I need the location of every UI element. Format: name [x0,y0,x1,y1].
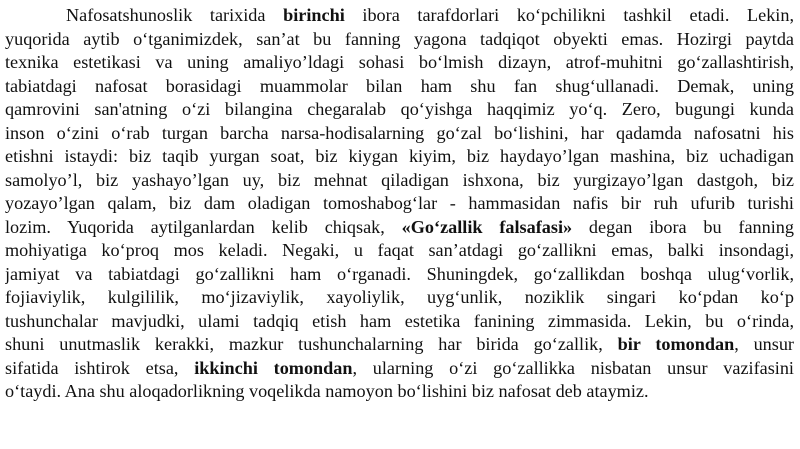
text-run: lozim. Yuqorida aytilganlardan kelib chiqsak, [5,216,402,237]
text-run: samolyo’l, biz yashayo’lgan uy, biz mehnat qiladigan ishxona, biz yurgizayo’lgan dastgoh, biz [5,169,794,190]
text-line [5,357,794,381]
text-run: yozayo’lgan qalam, biz dam oladigan tomoshabog‘lar - hammasidan nafis bir ruh ufurib turishi [5,193,794,213]
text-line [5,239,794,263]
text-run: qamrovini san'atning o‘zi bilangina chegaralab qo‘yishga haqqimiz yo‘q. Zero, bugungi kunda [5,99,794,119]
text-line [5,75,794,99]
text-line [5,263,794,287]
text-line [5,98,794,122]
text-run: , unsur [734,334,794,354]
text-line [5,145,794,169]
text-line [5,28,794,52]
text-line [5,216,794,240]
text-line [5,286,794,310]
text-run: texnika estetikasi va uning amaliyo’ldagi sohasi bo‘lmish dizayn, atrof-muhitni go‘zallashtirish, [5,52,794,72]
document-page [5,4,794,404]
text-run: Nafosatshunoslik tarixida [66,5,284,25]
text-line [5,169,794,193]
text-line [5,380,794,404]
text-run: etishni istaydi: biz taqib yurgan soat, biz kiygan kiyim, biz haydayo’lgan mashina, biz uchadigan [5,146,794,166]
text-run: o‘taydi. Ana shu aloqadorlikning voqelikda namoyon bo‘lishini biz nafosat deb ataymiz. [5,381,649,401]
text-line [5,122,794,146]
bold-term-gozallik-falsafasi: «Go‘zallik falsafasi» [401,216,573,237]
text-line [5,4,794,28]
text-line [5,333,794,357]
text-run: ibora tarafdorlari ko‘pchilikni tashkil etadi. Lekin, [344,5,794,25]
text-run: jamiyat va tabiatdagi go‘zallikni ham o‘rganadi. Shuningdek, go‘zallikdan boshqa ulug‘vorlik, [5,263,794,284]
text-run: sifatida ishtirok etsa, [5,357,195,378]
text-line [5,192,794,216]
text-run: fojiaviylik, kulgililik, mo‘jizaviylik, xayoliylik, uyg‘unlik, noziklik singari ko‘pdan ko‘p [5,287,794,307]
text-run: mohiyatiga ko‘proq mos keladi. Negaki, u faqat san’atdagi go‘zallikni emas, balki insondagi, [5,240,794,260]
text-run: inson o‘zini o‘rab turgan barcha narsa-hodisalarning go‘zal bo‘lishini, har qadamda nafosatni his [5,122,794,143]
text-run: tabiatdagi nafosat borasidagi muammolar bilan ham shu fan shug‘ullanadi. Demak, uning [5,75,794,96]
text-run: degan ibora bu fanning [572,216,794,237]
text-run: shuni unutmaslik kerakki, mazkur tushunchalarning har birida go‘zallik, [5,334,618,354]
text-line [5,51,794,75]
text-line [5,310,794,334]
text-run: tushunchalar mavjudki, ulami tadqiq etish ham estetika fanining zimmasida. Lekin, bu o‘rinda, [5,310,794,331]
text-run: , ularning o‘zi go‘zallikka nisbatan unsur vazifasini [352,357,794,378]
text-run: yuqorida aytib o‘tganimizdek, san’at bu fanning yagona tadqiqot obyekti emas. Hozirgi paytda [5,28,794,49]
bold-term-bir-tomondan: bir tomondan [617,334,735,354]
bold-term-birinchi: birinchi [283,5,345,25]
bold-term-ikkinchi-tomondan: ikkinchi tomondan [194,357,353,378]
